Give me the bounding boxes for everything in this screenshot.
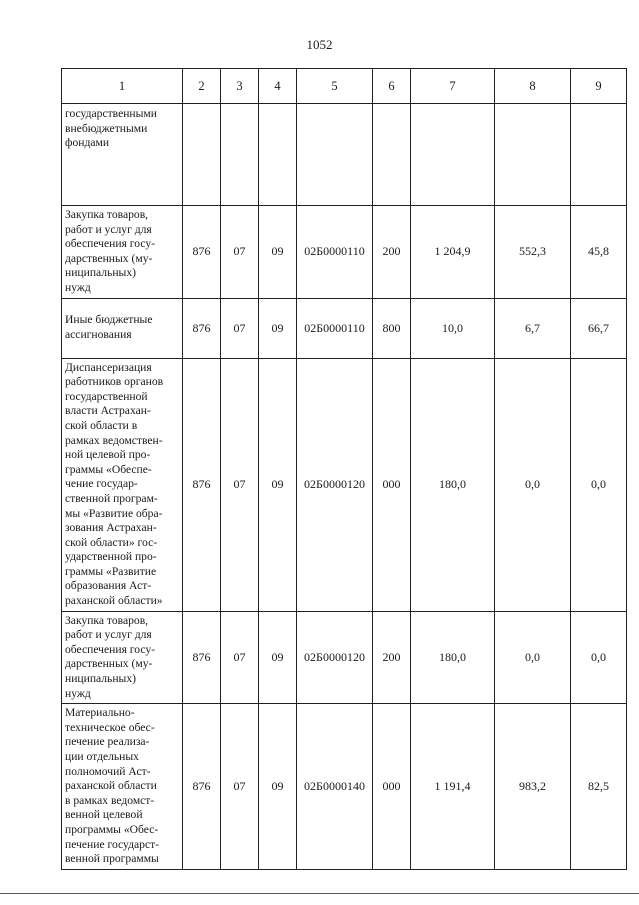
cell-code-3: 07 (221, 298, 259, 358)
cell-target-article (297, 104, 373, 206)
cell-code-2: 876 (183, 358, 221, 611)
table-header-row (62, 69, 627, 104)
cell-code-2: 876 (183, 611, 221, 704)
column-header: 7 (411, 69, 495, 104)
cell-expense-type: 200 (373, 611, 411, 704)
cell-target-article: 02Б0000110 (297, 206, 373, 299)
cell-code-2 (183, 104, 221, 206)
cell-expense-type: 000 (373, 358, 411, 611)
cell-code-4: 09 (259, 704, 297, 870)
row-description: Иные бюджетные ассигнования (62, 298, 183, 358)
cell-value-7: 1 204,9 (411, 206, 495, 299)
cell-code-2: 876 (183, 206, 221, 299)
cell-expense-type: 000 (373, 704, 411, 870)
table-row (62, 206, 627, 299)
column-header: 8 (495, 69, 571, 104)
row-description: Материально- техническое обес- печение реализа- ции отдельных полномочий Аст- раханской области в рамках ведомст- венной целевой программы «Обес- печение государст- венной программы (62, 704, 183, 870)
table-row (62, 104, 627, 206)
cell-code-3: 07 (221, 704, 259, 870)
cell-value-9: 45,8 (571, 206, 627, 299)
cell-target-article: 02Б0000110 (297, 298, 373, 358)
table-row (62, 358, 627, 611)
cell-code-4 (259, 104, 297, 206)
cell-code-3: 07 (221, 206, 259, 299)
cell-code-3: 07 (221, 611, 259, 704)
table-row (62, 611, 627, 704)
cell-expense-type (373, 104, 411, 206)
cell-value-7: 180,0 (411, 358, 495, 611)
cell-value-7: 1 191,4 (411, 704, 495, 870)
cell-value-9 (571, 104, 627, 206)
cell-code-3: 07 (221, 358, 259, 611)
cell-target-article: 02Б0000120 (297, 611, 373, 704)
cell-code-4: 09 (259, 358, 297, 611)
cell-value-9: 82,5 (571, 704, 627, 870)
cell-value-9: 0,0 (571, 611, 627, 704)
cell-expense-type: 200 (373, 206, 411, 299)
table-row (62, 298, 627, 358)
row-description: Закупка товаров, работ и услуг для обеспечения госу- дарственных (му- ниципальных) нужд (62, 206, 183, 299)
cell-target-article: 02Б0000140 (297, 704, 373, 870)
column-header: 6 (373, 69, 411, 104)
cell-code-3 (221, 104, 259, 206)
page-bottom-rule (0, 893, 639, 894)
cell-value-9: 0,0 (571, 358, 627, 611)
cell-expense-type: 800 (373, 298, 411, 358)
budget-table (61, 68, 627, 870)
column-header: 4 (259, 69, 297, 104)
cell-value-8 (495, 104, 571, 206)
cell-code-4: 09 (259, 298, 297, 358)
cell-value-8: 0,0 (495, 358, 571, 611)
cell-value-7: 10,0 (411, 298, 495, 358)
cell-code-2: 876 (183, 298, 221, 358)
page-number: 1052 (306, 37, 333, 52)
cell-value-8: 0,0 (495, 611, 571, 704)
column-header: 9 (571, 69, 627, 104)
column-header: 3 (221, 69, 259, 104)
cell-target-article: 02Б0000120 (297, 358, 373, 611)
cell-value-9: 66,7 (571, 298, 627, 358)
column-header: 5 (297, 69, 373, 104)
column-header: 2 (183, 69, 221, 104)
column-header: 1 (62, 69, 183, 104)
cell-code-4: 09 (259, 611, 297, 704)
cell-value-8: 6,7 (495, 298, 571, 358)
row-description: Диспансеризация работников органов государственной власти Астрахан- ской области в рамках ведомствен- ной целевой про- граммы «Обеспе- чение государ- ственной програм- мы «Развитие обра- зования Астрахан- ской области» гос- ударственной про- граммы «Развитие образования Аст- раханской области» (62, 358, 183, 611)
row-description: государственными внебюджетными фондами (62, 104, 183, 206)
table-row (62, 704, 627, 870)
cell-code-2: 876 (183, 704, 221, 870)
cell-value-7: 180,0 (411, 611, 495, 704)
cell-code-4: 09 (259, 206, 297, 299)
cell-value-8: 983,2 (495, 704, 571, 870)
row-description: Закупка товаров, работ и услуг для обеспечения госу- дарственных (му- ниципальных) нужд (62, 611, 183, 704)
cell-value-7 (411, 104, 495, 206)
cell-value-8: 552,3 (495, 206, 571, 299)
